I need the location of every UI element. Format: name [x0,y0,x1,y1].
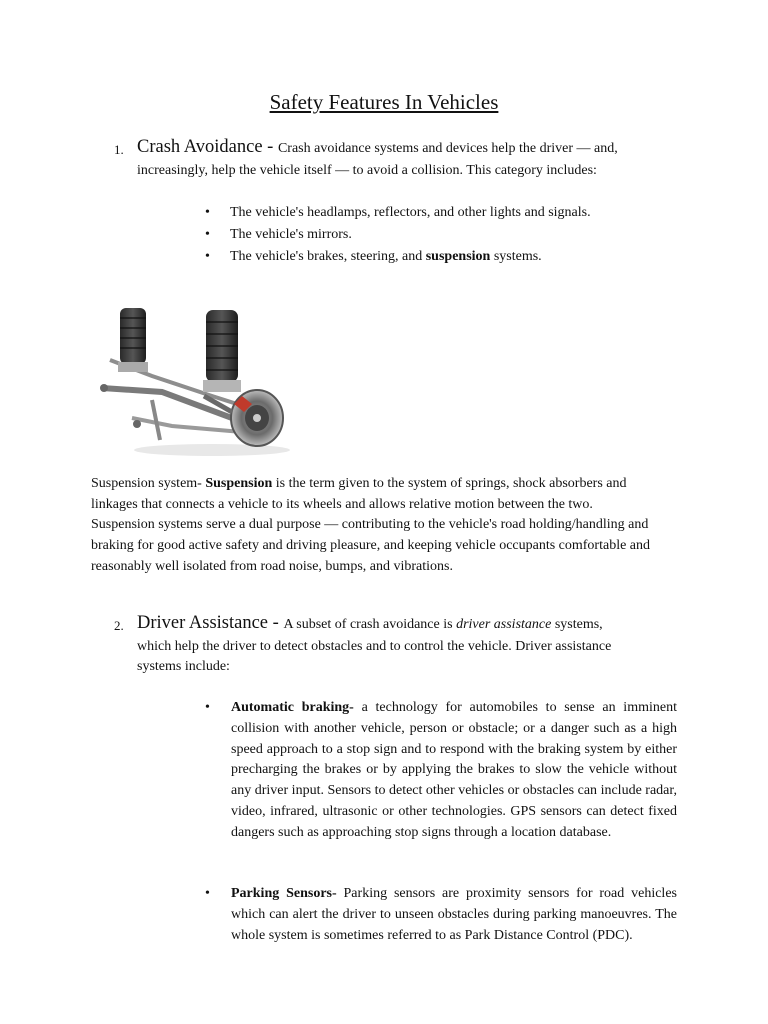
section2-number: 2. [114,618,124,633]
section2-intro-line2: which help the driver to detect obstacles and to control the vehicle. Driver assistance [137,639,612,654]
bullet-icon: • [205,886,210,901]
section1-bullet-list [205,202,591,268]
section1-number: 1. [114,142,124,157]
section2-dash: - [268,613,284,633]
suspension-paragraph: Suspension system- Suspension is the term given to the system of springs, shock absorbers and linkages that connects a vehicle to its wheels and allows relative motion between the two. Suspension systems serve a dual purpose — contributing to the vehicle's road holding/handling and braking for good active safety and driving pleasure, and keeping vehicle occupants comfortable and reasonably well isolated from road noise, bumps, and vibrations. [91,476,651,574]
list-item-parking-sensors: • Parking Sensors- Parking sensors are proximity sensors for road vehicles which can alert the driver to unseen obstacles during parking manoeuvres. The whole system is sometimes referred to as Park Distance Control (PDC). [205,886,677,943]
section1-dash: - [262,137,278,157]
section1-intro-text1: Crash avoidance systems and devices help the driver — and, [277,141,618,156]
list-item: • The vehicle's headlamps, reflectors, and other lights and signals. [205,202,591,224]
driver-assistance-list-2 [205,884,677,946]
bullet-icon: • [205,700,210,715]
section1-intro-line1 [137,136,618,160]
bullet-icon: • [205,205,210,220]
section2-heading: Driver Assistance [137,613,269,633]
driver-assistance-list [205,698,677,844]
bullet-icon: • [205,227,210,242]
bullet-icon: • [205,249,210,264]
document-title: Safety Features In Vehicles [269,90,499,114]
list-item: • The vehicle's mirrors. [205,224,591,246]
suspension-assembly-image [92,300,292,460]
section2-intro-line3: systems include: [137,659,230,674]
list-item-automatic-braking: • Automatic braking- a technology for automobiles to sense an imminent collision with another vehicle, person or obstacle; or a danger such as a high speed approach to a stop sign and to respond with the braking system by either precharging the brakes or by applying the brakes to slow the vehicle without any driver input. Sensors to detect other vehicles or obstacles can include radar, video, infrared, ultrasonic or other technologies. GPS sensors can detect fixed dangers such as approaching stop signs through a location database. [205,700,677,840]
section1-heading: Crash Avoidance [137,137,263,157]
section1-intro-line2: increasingly, help the vehicle itself — to avoid a collision. This category includes: [137,163,597,178]
list-item: • The vehicle's brakes, steering, and suspension systems. [205,246,591,268]
section2-intro-line1: Driver Assistance - A subset of crash avoidance is driver assistance systems, [137,613,603,633]
